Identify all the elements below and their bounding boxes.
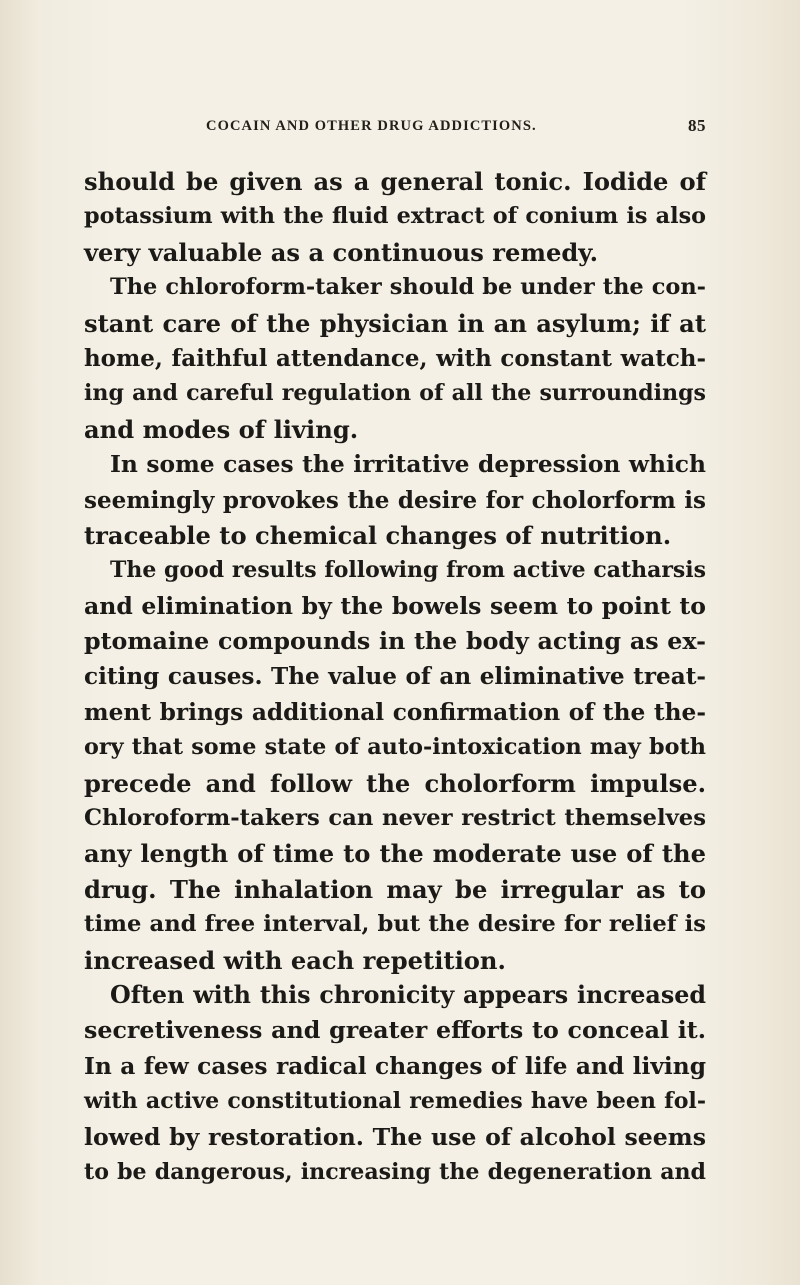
text-line: potassium with the fluid extract of conium is also bbox=[84, 203, 706, 230]
text-line: ory that some state of auto-intoxication may both bbox=[84, 734, 706, 761]
text-line: time and free interval, but the desire for relief is bbox=[84, 911, 706, 938]
text-line: increased with each repetition. bbox=[84, 945, 506, 975]
text-line: and elimination by the bowels seem to point to bbox=[84, 591, 706, 620]
text-line: ment brings additional confirmation of the the- bbox=[84, 698, 706, 726]
running-head bbox=[206, 118, 706, 142]
text-line: to be dangerous, increasing the degeneration and bbox=[84, 1158, 706, 1185]
text-line: stant care of the physician in an asylum; if at bbox=[84, 308, 706, 338]
text-line: secretiveness and greater efforts to conceal it. bbox=[84, 1016, 706, 1045]
text-line: home, faithful attendance, with constant watch- bbox=[84, 344, 706, 372]
text-line: The good results following from active catharsis bbox=[110, 557, 706, 584]
text-line: drug. The inhalation may be irregular as to bbox=[84, 874, 706, 904]
text-line: seemingly provokes the desire for cholorform is bbox=[84, 486, 706, 514]
text-line: precede and follow the cholorform impulse. bbox=[84, 768, 706, 798]
text-line: very valuable as a continuous remedy. bbox=[84, 237, 599, 267]
text-line: any length of time to the moderate use of the bbox=[84, 839, 706, 869]
text-line: should be given as a general tonic. Iodide of bbox=[84, 167, 706, 196]
text-line: In some cases the irritative depression which bbox=[110, 450, 706, 479]
text-line: citing causes. The value of an eliminative treat- bbox=[84, 663, 706, 691]
text-line: with active constitutional remedies have been fol- bbox=[84, 1088, 706, 1115]
text-line: In a few cases radical changes of life and living bbox=[84, 1052, 706, 1080]
text-line: ptomaine compounds in the body acting as ex- bbox=[84, 627, 706, 656]
text-line: traceable to chemical changes of nutrition. bbox=[84, 520, 672, 550]
body-text bbox=[84, 164, 706, 1190]
running-head-title: COCAIN AND OTHER DRUG ADDICTIONS. bbox=[206, 118, 537, 134]
text-line: and modes of living. bbox=[84, 414, 359, 444]
text-line: Often with this chronicity appears increased bbox=[110, 980, 706, 1009]
text-line: ing and careful regulation of all the surroundings bbox=[84, 380, 706, 407]
text-line: Chloroform-takers can never restrict themselves bbox=[84, 805, 706, 832]
page-number: 85 bbox=[688, 116, 706, 135]
text-line: The chloroform-taker should be under the con- bbox=[110, 274, 706, 301]
text-line: lowed by restoration. The use of alcohol seems bbox=[84, 1122, 706, 1151]
